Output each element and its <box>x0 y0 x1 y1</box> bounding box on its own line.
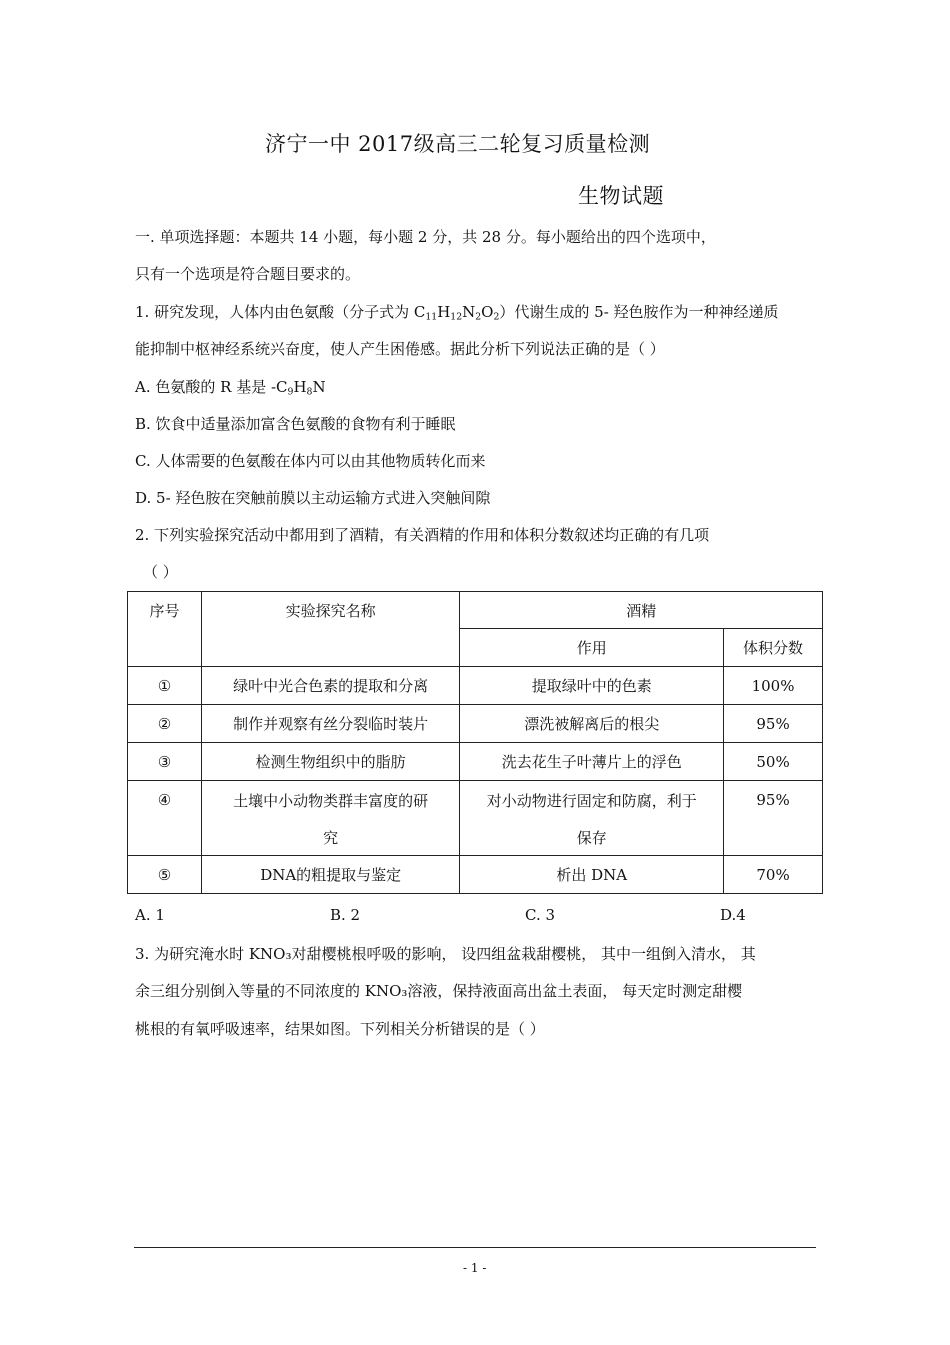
q2-option-a: A. 1 <box>135 906 165 924</box>
section-instructions-line2: 只有一个选项是符合题目要求的。 <box>135 265 361 283</box>
q3-stem-line3: 桃根的有氧呼吸速率，结果如图。下列相关分析错误的是（ ） <box>135 1020 545 1038</box>
q2-stem: 2. 下列实验探究活动中都用到了酒精，有关酒精的作用和体积分数叙述均正确的有几项 <box>135 526 710 544</box>
row-volume-fraction: 70% <box>724 856 823 894</box>
row-experiment-name: 检测生物组织中的脂肪 <box>201 743 460 781</box>
q1-stem-start: 1. 研究发现，人体内由色氨酸（分子式为 <box>135 303 414 321</box>
header-alcohol: 酒精 <box>460 592 823 629</box>
q3-stem-line1: 3. 为研究淹水时 KNO₃对甜樱桃根呼吸的影响， 设四组盆栽甜樱桃， 其中一组倒入清水， 其 <box>135 945 756 963</box>
header-volume-fraction: 体积分数 <box>724 629 823 667</box>
header-role: 作用 <box>460 629 724 667</box>
q1-option-d: D. 5- 羟色胺在突触前膜以主动运输方式进入突触间隙 <box>135 489 491 507</box>
row-volume-fraction: 95% <box>724 781 823 856</box>
row-serial: ③ <box>128 743 202 781</box>
row-role: 漂洗被解离后的根尖 <box>460 705 724 743</box>
footer-divider <box>134 1247 816 1248</box>
row-serial: ① <box>128 667 202 705</box>
q1-option-a: A. 色氨酸的 R 基是 $-C_9H_8N$ <box>135 378 326 398</box>
q3-stem-line2: 余三组分别倒入等量的不同浓度的 KNO₃溶液，保持液面高出盆土表面， 每天定时测定甜樱 <box>135 982 743 1000</box>
row-experiment-name: 绿叶中光合色素的提取和分离 <box>201 667 460 705</box>
section-instructions-line1: 一. 单项选择题：本题共 14 小题，每小题 2 分，共 28 分。每小题给出的四个选项中， <box>135 228 716 246</box>
q2-answer-blank: （ ） <box>143 563 178 581</box>
q1-option-b: B. 饮食中适量添加富含色氨酸的食物有利于睡眠 <box>135 415 456 433</box>
q2-option-b: B. 2 <box>330 906 361 924</box>
page-number: - 1 - <box>463 1261 487 1275</box>
row-volume-fraction: 95% <box>724 705 823 743</box>
header-experiment-name: 实验探究名称 <box>201 592 460 667</box>
row-experiment-name: DNA的粗提取与鉴定 <box>201 856 460 894</box>
row-role: 析出 DNA <box>460 856 724 894</box>
row-experiment-name: 土壤中小动物类群丰富度的研 究 <box>201 781 460 856</box>
q1-option-c: C. 人体需要的色氨酸在体内可以由其他物质转化而来 <box>135 452 486 470</box>
row-volume-fraction: 50% <box>724 743 823 781</box>
row-experiment-name: 制作并观察有丝分裂临时装片 <box>201 705 460 743</box>
page-subtitle: 生物试题 <box>578 184 664 208</box>
experiment-table <box>127 591 823 894</box>
row-role: 对小动物进行固定和防腐，利于 保存 <box>460 781 724 856</box>
table-row <box>128 743 823 781</box>
row-serial: ⑤ <box>128 856 202 894</box>
row-serial: ④ <box>128 781 202 856</box>
row-role: 提取绿叶中的色素 <box>460 667 724 705</box>
page-title: 济宁一中 2017级高三二轮复习质量检测 <box>265 132 651 156</box>
q2-option-d: D.4 <box>720 906 746 924</box>
q1-stem-line1 <box>135 301 779 322</box>
table-row <box>128 667 823 705</box>
q1-stem-line2: 能抑制中枢神经系统兴奋度，使人产生困倦感。据此分析下列说法正确的是（ ） <box>135 340 665 358</box>
row-role: 洗去花生子叶薄片上的浮色 <box>460 743 724 781</box>
q1-formula: $C_{11}H_{12}N_2O_2$ <box>413 303 500 323</box>
q1-stem-end: ）代谢生成的 5- 羟色胺作为一种神经递质 <box>499 303 779 321</box>
table-row <box>128 856 823 894</box>
header-serial: 序号 <box>128 592 202 667</box>
q2-option-c: C. 3 <box>525 906 556 924</box>
table-row <box>128 781 823 856</box>
row-serial: ② <box>128 705 202 743</box>
row-volume-fraction: 100% <box>724 667 823 705</box>
table-row <box>128 705 823 743</box>
